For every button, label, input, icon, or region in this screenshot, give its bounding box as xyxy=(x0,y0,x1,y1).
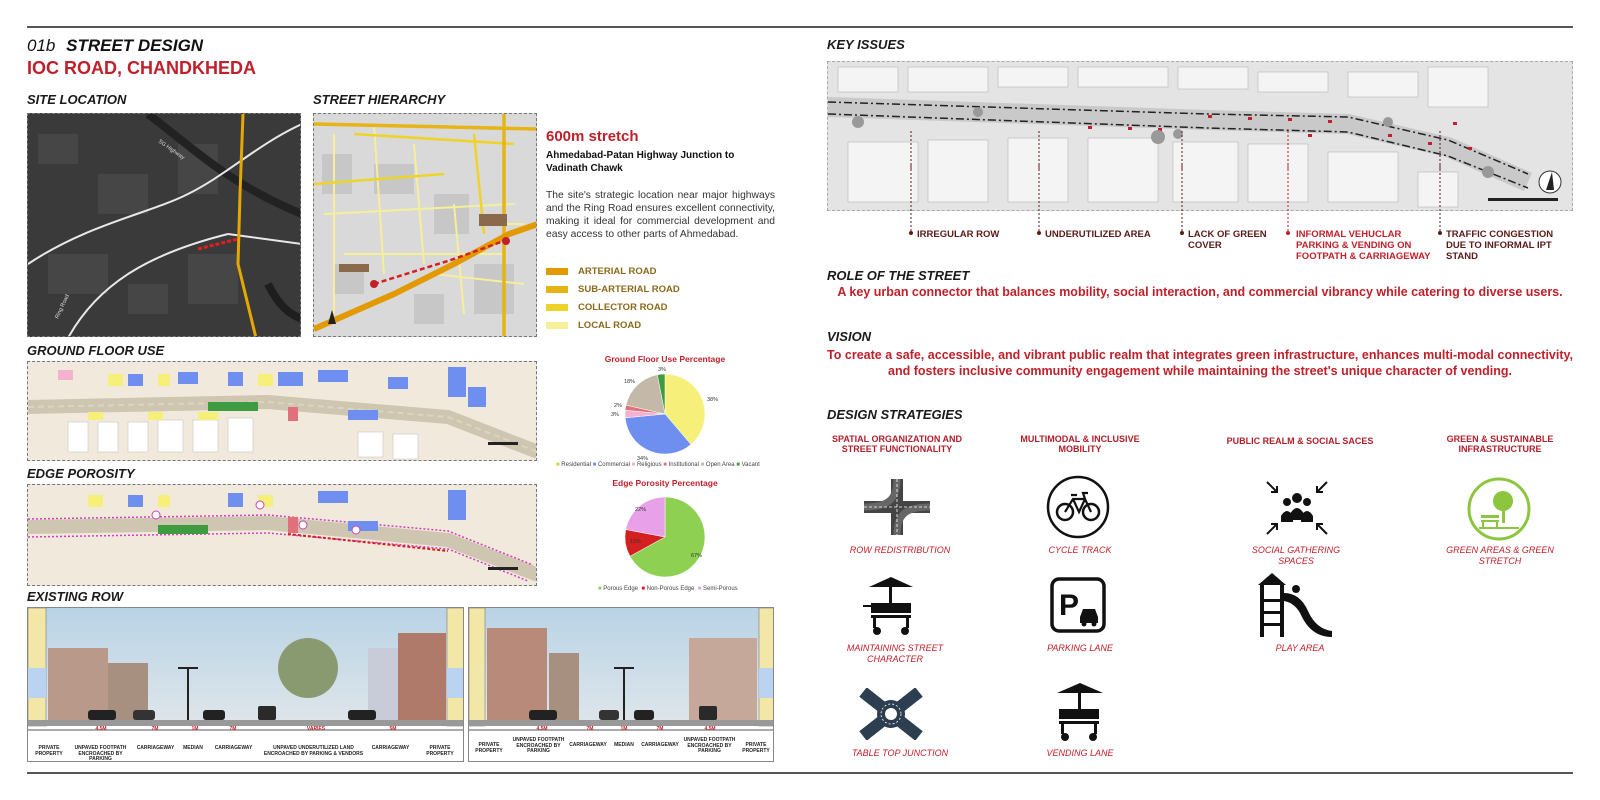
right-dim-3: 1M xyxy=(620,726,628,732)
edge-porosity-pie xyxy=(620,492,710,582)
legend-label-local: LOCAL ROAD xyxy=(578,319,642,331)
left-label-6: UNPAVED UNDERUTILIZED LAND ENCROACHED BY PARKING & VENDORS xyxy=(263,745,364,757)
left-dim-1: 4.5M xyxy=(95,726,107,732)
svg-text:P: P xyxy=(1059,589,1080,622)
gf-legend-open-area: Open Area xyxy=(705,462,735,468)
issue-pointer-tails xyxy=(827,165,1573,235)
right-label-3: CARRIAGEWAY xyxy=(569,742,607,748)
row-section-left xyxy=(27,607,464,762)
parking-lane-label: PARKING LANE xyxy=(1047,643,1113,653)
sheet-subtitle: IOC ROAD, CHANDKHEDA xyxy=(27,58,256,78)
gf-pct-residential: 38% xyxy=(707,397,719,403)
left-dim-6: 5M xyxy=(389,726,397,732)
gf-legend-vacant: Vacant xyxy=(741,462,760,468)
edge-pct-non-porous: 11% xyxy=(630,539,641,545)
right-label-7: PRIVATE PROPERTY xyxy=(742,742,770,754)
edge-pie-title: Edge Porosity Percentage xyxy=(612,478,718,488)
design-strategies-heading: DESIGN STRATEGIES xyxy=(827,407,963,422)
role-text: A key urban connector that balances mobility, social interaction, and commercial vibrancy while catering to diverse users. xyxy=(837,285,1563,299)
edge-legend-non-porous: Non-Porous Edge xyxy=(646,586,695,592)
gf-pct-vacant: 3% xyxy=(658,367,666,373)
edge-pct-semi-porous: 22% xyxy=(635,507,647,513)
site-location-heading: SITE LOCATION xyxy=(27,92,127,107)
legend-swatch-arterial xyxy=(546,268,568,275)
edge-porosity-map-graphic xyxy=(28,485,537,586)
gf-pct-open-area: 18% xyxy=(624,379,636,385)
right-dim-4: 7M xyxy=(656,726,664,732)
strategy-col-public-realm: PUBLIC REALM & SOCIAL SACES xyxy=(1226,436,1374,446)
edge-pct-porous: 67% xyxy=(691,553,703,559)
left-label-1: PRIVATE PROPERTY xyxy=(35,745,63,757)
row-redistribution-label: ROW REDISTRIBUTION xyxy=(849,545,951,555)
sheet-title xyxy=(27,36,203,56)
left-label-2: UNPAVED FOOTPATH ENCROACHED BY PARKING xyxy=(74,745,127,762)
edge-legend-semi-porous: Semi-Porous xyxy=(702,586,738,592)
right-label-5: CARRIAGEWAY xyxy=(641,742,679,748)
right-label-2: UNPAVED FOOTPATH ENCROACHED BY PARKING xyxy=(512,737,565,754)
cycle-track-icon xyxy=(1045,474,1111,540)
bottom-rule xyxy=(27,772,1573,774)
gf-pct-institutional: 2% xyxy=(614,403,622,409)
play-area-icon xyxy=(1256,570,1336,640)
stretch-description: The site's strategic location near major highways and the Ring Road ensures excellent connectivity, making it ideal for commercial development and easy access to other parts of Ahmedabad. xyxy=(546,190,775,240)
right-label-1: PRIVATE PROPERTY xyxy=(475,742,503,754)
street-hierarchy-map xyxy=(313,113,537,337)
legend-swatch-sub-arterial xyxy=(546,286,568,293)
left-dim-5: VARIES xyxy=(306,726,326,732)
gf-pct-commercial: 34% xyxy=(637,456,649,462)
social-gathering-label: SOCIAL GATHERING SPACES xyxy=(1251,545,1341,566)
right-label-6: UNPAVED FOOTPATH ENCROACHED BY PARKING xyxy=(683,737,736,754)
issue-irregular-row: IRREGULAR ROW xyxy=(917,229,1000,240)
row-section-left-graphic xyxy=(28,608,464,733)
street-character-label: MAINTAINING STREET CHARACTER xyxy=(846,643,944,664)
gf-legend-institutional: Institutional xyxy=(668,462,699,468)
right-dim-5: 4.5M xyxy=(704,726,716,732)
cycle-track-label: CYCLE TRACK xyxy=(1048,545,1112,555)
ground-floor-pie-title: Ground Floor Use Percentage xyxy=(604,354,726,364)
issue-underutilized: UNDERUTILIZED AREA xyxy=(1045,229,1151,240)
left-dim-4: 7M xyxy=(229,726,237,732)
edge-pie-legend: ■ Porous Edge ■ Non-Porous Edge ■ Semi-Porous xyxy=(598,586,738,592)
hierarchy-map-graphic xyxy=(314,114,537,337)
right-dim-2: 7M xyxy=(586,726,594,732)
vending-lane-label: VENDING LANE xyxy=(1046,748,1114,758)
ground-floor-map-graphic xyxy=(28,362,537,461)
ground-floor-heading: GROUND FLOOR USE xyxy=(27,343,165,358)
ring-road-label: Ring Road xyxy=(54,293,71,320)
ground-floor-pie-legend: ■ Residential ■ Commercial ■ Religious ■ Institutional ■ Open Area ■ Vacant xyxy=(556,462,760,468)
sg-highway-label: SG Highway xyxy=(156,138,186,162)
left-label-5: CARRIAGEWAY xyxy=(214,745,253,751)
stretch-length: 600m stretch xyxy=(546,128,639,145)
left-label-3: CARRIAGEWAY xyxy=(136,745,175,751)
issue-traffic-congestion: TRAFFIC CONGESTION DUE TO INFORMAL IPT STAND xyxy=(1446,229,1554,262)
legend-local xyxy=(546,316,680,334)
gf-legend-commercial: Commercial xyxy=(597,462,630,468)
left-label-4: MEDIAN xyxy=(183,745,203,751)
left-dim-2: 7M xyxy=(151,726,159,732)
legend-swatch-collector xyxy=(546,304,568,311)
site-location-map xyxy=(27,113,301,337)
gf-legend-religious: Religious xyxy=(636,462,662,468)
row-redistribution-icon xyxy=(858,477,936,537)
street-hierarchy-heading: STREET HIERARCHY xyxy=(313,92,446,107)
street-character-icon xyxy=(858,575,924,637)
strategy-col-mobility: MULTIMODAL & INCLUSIVE MOBILITY xyxy=(1020,434,1140,455)
gf-pct-religious: 3% xyxy=(611,412,619,418)
legend-label-arterial: ARTERIAL ROAD xyxy=(578,265,657,277)
gf-legend-residential: Residential xyxy=(561,462,591,468)
role-heading: ROLE OF THE STREET xyxy=(827,268,970,283)
left-label-7: CARRIAGEWAY xyxy=(371,745,410,751)
strategy-col-green: GREEN & SUSTAINABLE INFRASTRUCTURE xyxy=(1446,434,1554,455)
edge-porosity-map xyxy=(27,484,537,586)
parking-lane-icon xyxy=(1049,576,1107,634)
green-areas-label: GREEN AREAS & GREEN STRETCH xyxy=(1446,545,1554,566)
table-top-label: TABLE TOP JUNCTION xyxy=(851,748,949,758)
legend-label-collector: COLLECTOR ROAD xyxy=(578,301,668,313)
vending-lane-icon xyxy=(1050,680,1110,744)
issue-green-cover: LACK OF GREEN COVER xyxy=(1188,229,1267,251)
stretch-from-to: Ahmedabad-Patan Highway Junction to Vadinath Chawk xyxy=(546,150,735,174)
hierarchy-legend xyxy=(546,262,680,334)
issue-informal-parking: INFORMAL VEHUCLAR PARKING & VENDING ON FOOTPATH & CARRIAGEWAY xyxy=(1296,229,1431,262)
left-label-8: PRIVATE PROPERTY xyxy=(426,745,454,757)
key-issues-heading: KEY ISSUES xyxy=(827,37,905,52)
vision-text: To create a safe, accessible, and vibrant public realm that integrates green infrastructure, enhances multi-modal connectivity, and fosters inclusive community engagement while maintaining the street's unique character of vending. xyxy=(827,348,1573,379)
existing-row-heading: EXISTING ROW xyxy=(27,589,124,604)
right-dim-1: 4.5M xyxy=(536,726,548,732)
strategy-col-spatial: SPATIAL ORGANIZATION AND STREET FUNCTIONALITY xyxy=(832,434,962,455)
sheet-code: 01b xyxy=(27,36,56,55)
legend-collector xyxy=(546,298,680,316)
row-section-right xyxy=(468,607,774,762)
edge-porosity-heading: EDGE POROSITY xyxy=(27,466,135,481)
edge-legend-porous: Porous Edge xyxy=(603,586,638,592)
legend-swatch-local xyxy=(546,322,568,329)
play-area-label: PLAY AREA xyxy=(1275,643,1325,653)
top-rule xyxy=(27,26,1573,28)
row-section-right-graphic xyxy=(469,608,774,733)
legend-arterial xyxy=(546,262,680,280)
right-label-4: MEDIAN xyxy=(614,742,634,748)
vision-heading: VISION xyxy=(827,329,872,344)
sheet-title-text: STREET DESIGN xyxy=(66,36,204,55)
social-gathering-icon xyxy=(1260,475,1334,541)
legend-label-sub-arterial: SUB-ARTERIAL ROAD xyxy=(578,283,680,295)
green-areas-icon xyxy=(1466,476,1532,542)
table-top-junction-icon xyxy=(858,686,924,742)
left-dim-3: 1M xyxy=(191,726,199,732)
ground-floor-map xyxy=(27,361,537,461)
legend-sub-arterial xyxy=(546,280,680,298)
site-map-graphic xyxy=(28,114,301,337)
